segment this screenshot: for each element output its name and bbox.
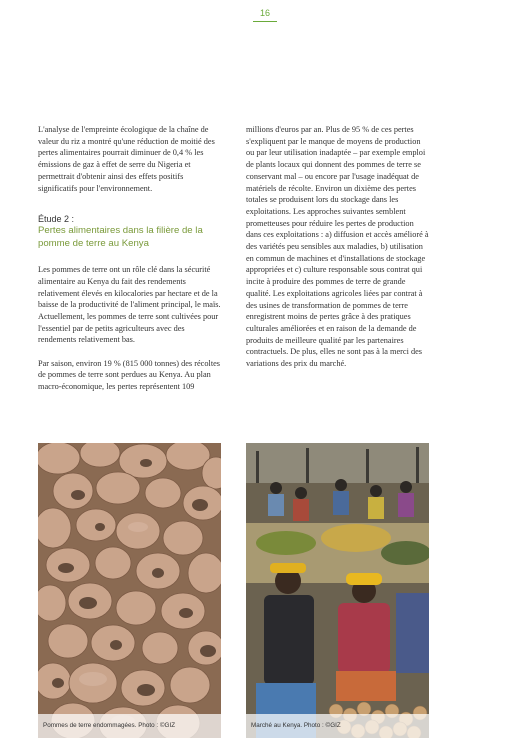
body-paragraph: millions d'euros par an. Plus de 95 % de ces pertes s'expliquent par le manque de moyens de production ou par leur utilisation inadaptée – par exemple emploi de plants locaux qui donnent des pommes de terre se conservant mal – ou encore par l'usage inadéquat de matériels de récolte. Environ un dixième des pertes totales se produisent lors du stockage dans les exploitations. Les approches suivantes semblent prometteuses pour réduire les pertes de production dans ces exploitations : a) diffusion et accès amélioré à des variétés peu sensibles aux maladies, b) utilisation en commun de machines et d'installations de stockage appropriées et c) culture responsable sous contrat qui incite à produire des pommes de terre de grande qualité. Les exploitations agricoles liées par contrat à des usines de transformation de pommes de terre enregistrent moins de pertes grâce à des pratiques culturales améliorées et en raison de la demande de produits de meilleure qualité par les partenaires contractuels. De plus, elles ne sont pas à la merci des variations des prix du marché. [246,125,429,369]
photo-caption: Marché au Kenya. Photo : ©GIZ [246,714,429,738]
page-number: 16 [259,8,270,18]
market-photo [246,443,429,738]
potatoes-photo [38,443,221,738]
page-number-rule [253,21,277,22]
right-column [246,124,430,370]
potatoes-image [38,443,221,738]
intro-paragraph: L'analyse de l'empreinte écologique de la chaîne de valeur du riz a montré qu'une réduction de moitié des pertes alimentaires pourrait diminuer de 0,4 % les émissions de gaz à effet de serre du Nigeria et permettrait d'obtenir ainsi des effets positifs significatifs pour l'environnement. [38,125,215,193]
market-image [246,443,429,738]
study-number: Étude 2 : [38,214,75,225]
photo-caption: Pommes de terre endommagées. Photo : ©GIZ [38,714,221,738]
body-paragraph: Les pommes de terre ont un rôle clé dans la sécurité alimentaire au Kenya du fait des rendements relativement élevés en kilocalories par hectare et de la baisse de la productivité de l'aliment principal, le maïs. Actuellement, les pommes de terre sont cultivées pour l'essentiel par de petits agriculteurs avec des rendements relativement bas. [38,265,221,345]
left-column [38,124,222,393]
body-paragraph: Par saison, environ 19 % (815 000 tonnes) des récoltes de pommes de terre sont perdues au Kenya. Au plan macro-économique, les pertes représentent 109 [38,358,221,392]
study-heading [38,213,222,250]
study-title: Pertes alimentaires dans la filière de la pomme de terre au Kenya [38,225,203,249]
